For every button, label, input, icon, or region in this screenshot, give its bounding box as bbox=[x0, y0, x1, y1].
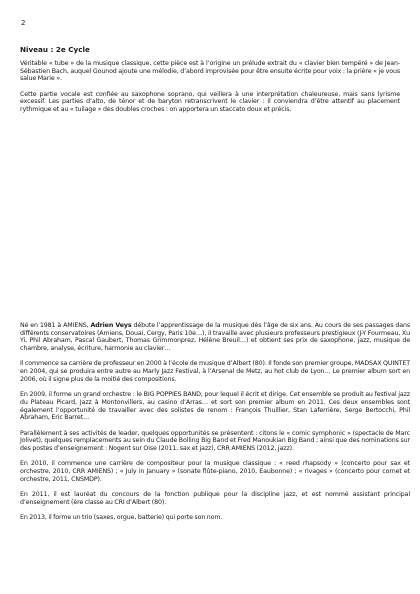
page-number: 2 bbox=[21, 19, 26, 27]
bio-paragraph: Parallèlement à ses activités de leader, quelques opportunités se présentent : citons le « comic symphonic » (spectacle de Marc Jolivet), quelques remplacements au sein du Claude Bolling Big Band et Fred Manoukian Big Band ; ainsi que des nominations sur des postes d’enseignement : Nogent sur Oise (2011, sax et jazz), CRR AMIENS (2012, jazz). bbox=[20, 429, 410, 452]
bio-paragraph: En 2011, il est lauréat du concours de la fonction publique pour la discipline jazz, et est nommé assistant principal d’enseignement (ère classe au CRI d’Albert (80). bbox=[20, 490, 410, 506]
intro-paragraph: Véritable « tube » de la musique classique, cette pièce est à l’origine un prélude extrait du « clavier bien tempéré » de Jean-Sébastien Bach, auquel Gounod ajoute une mélodie, d’abord improvisée pour être ensuite écrite pour voix : la prière « je vous salue Marie ». bbox=[20, 60, 400, 83]
bio-text: débute l’apprentissage de la musique dès l’âge de six ans. Au cours de ses passages dans différents conservatoires (Amiens, Douai, Cergy, Paris 10e…), il travaille avec plusieurs professeurs prestigieux (J-Y Fourmeau, Xu Yi, Phil Abraham, Pascal Gaubert, Thomas Grimmonprez, Hélène Breuil…) et obtient ses prix de saxophone, jazz, musique de chambre, analyse, écriture, harmonie au clavier… bbox=[20, 322, 411, 353]
composer-biography bbox=[20, 322, 410, 529]
bio-paragraph: En 2009, il forme un grand orchestre : le BIG POPPIES BAND, pour lequel il écrit et dirige. Cet ensemble se produit au festival jazz du Plateau Picard, Jazz à Montonvillers, au casino d’Arras… et sort son premier album en 2011. Ces deux ensembles sont également l’opportunité de travailler avec des solistes de renom : François Thuillier, Stan Laferrière, Serge Bertocchi, Phil Abraham, Eric Barret… bbox=[20, 391, 410, 422]
intro-paragraph: Cette partie vocale est confiée au saxophone soprano, qui veillera à une interprétation chaleureuse, mais sans lyrisme excessif. Les parties d’alto, de ténor et de baryton retranscrivent le clavier : il conviendra d’être attentif au placement rythmique et au « tuilage » des doubles croches : on apportera un staccato doux et précis. bbox=[20, 90, 400, 114]
bio-paragraph: En 2013, il forme un trio (saxes, orgue, batterie) qui porte son nom. bbox=[20, 513, 223, 521]
level-heading: Niveau : 2e Cycle bbox=[20, 45, 90, 54]
bio-paragraph: Il commence sa carrière de professeur en 2000 à l’école de musique d’Albert (80). Il fonde son premier groupe, MADSAX QUINTET en 2004, qui se produira entre autre au Marly Jazz Festival, à l’Arsenal de Metz, au hot club de Lyon… Le premier album sort en 2006, où il signe plus de la moitié des compositions. bbox=[20, 360, 410, 383]
bio-paragraph: En 2010, il commence une carrière de compositeur pour la musique classique : « reed rhapsody » (concerto pour sax et orchestre, 2010, CRR AMIENS) ; « July in January » (sonate flûte-piano, 2010, Eaubonne) ; « rivages » (concerto pour cornet et orchestre, 2011, CNSMDP). bbox=[20, 460, 410, 483]
piece-description bbox=[20, 60, 400, 121]
bio-text: Né en 1981 à AMIENS, bbox=[20, 322, 91, 329]
composer-name: Adrien Veys bbox=[90, 322, 132, 329]
bio-paragraph bbox=[20, 322, 410, 353]
